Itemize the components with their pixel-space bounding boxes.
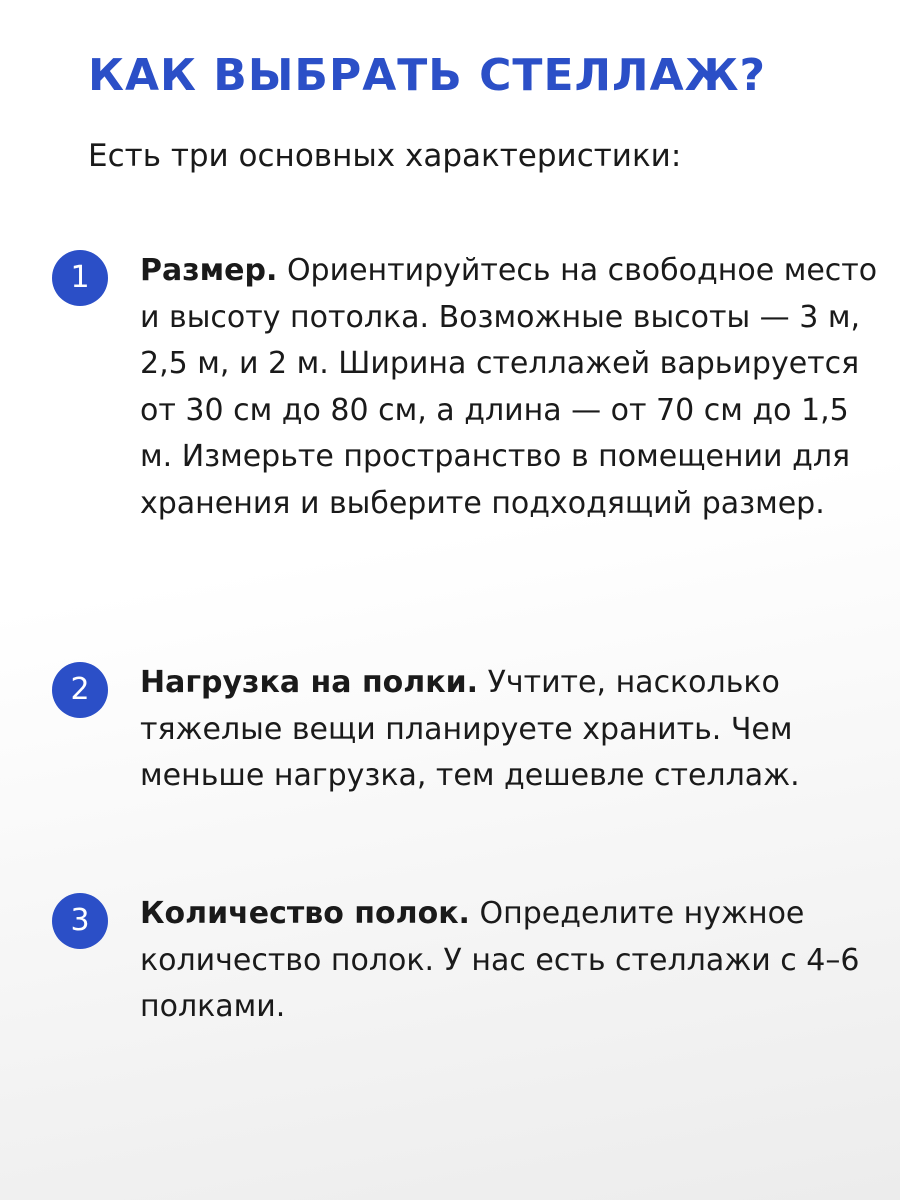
item-text bbox=[140, 891, 880, 1031]
item-text bbox=[140, 660, 880, 800]
item-body: Учтите, насколько тяжелые вещи планируете хранить. Чем меньше нагрузка, тем дешевле стеллаж. bbox=[140, 665, 800, 793]
item-heading: Нагрузка на полки. bbox=[140, 665, 479, 700]
item-body: Ориентируйтесь на свободное место и высоту потолка. Возможные высоты — 3 м, 2,5 м, и 2 м. Ширина стеллажей варьируется от 30 см до 80 см, а длина — от 70 см до 1,5 м. Измерьте пространство в помещении для хранения и выберите подходящий размер. bbox=[140, 253, 878, 521]
item-heading: Размер. bbox=[140, 253, 278, 288]
item-heading: Количество полок. bbox=[140, 896, 470, 931]
number-badge: 1 bbox=[52, 250, 108, 306]
page-title: КАК ВЫБРАТЬ СТЕЛЛАЖ? bbox=[88, 50, 767, 101]
item-text bbox=[140, 248, 880, 527]
intro-text: Есть три основных характеристики: bbox=[88, 138, 682, 174]
number-badge: 3 bbox=[52, 893, 108, 949]
number-badge: 2 bbox=[52, 662, 108, 718]
item-body: Определите нужное количество полок. У нас есть стеллажи с 4–6 полками. bbox=[140, 896, 860, 1024]
